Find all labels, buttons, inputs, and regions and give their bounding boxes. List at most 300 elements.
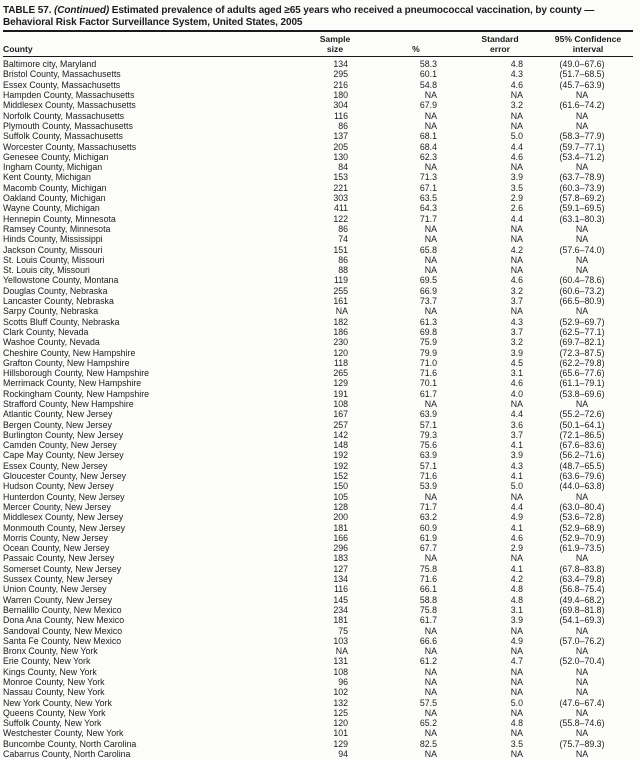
table-row bbox=[3, 450, 633, 460]
standard-error-cell: 3.7 bbox=[510, 326, 523, 337]
percent-cell: 63.9 bbox=[419, 450, 437, 461]
county-cell: Sussex County, New Jersey bbox=[3, 574, 113, 585]
standard-error-cell: 2.9 bbox=[510, 543, 523, 554]
confidence-interval-cell: (63.6–79.6) bbox=[559, 471, 605, 482]
confidence-interval-cell: NA bbox=[575, 265, 589, 276]
standard-error-cell: 5.0 bbox=[510, 481, 523, 492]
county-cell: Ramsey County, Minnesota bbox=[3, 223, 111, 234]
confidence-interval-cell: (58.3–77.9) bbox=[559, 131, 605, 142]
county-cell: Clark County, Nevada bbox=[3, 326, 89, 337]
county-cell: Santa Fe County, New Mexico bbox=[3, 635, 122, 646]
county-cell: Cheshire County, New Hampshire bbox=[3, 347, 136, 358]
sample-size-cell: 181 bbox=[333, 522, 348, 533]
county-cell: Camden County, New Jersey bbox=[3, 440, 117, 451]
standard-error-cell: 2.9 bbox=[510, 193, 523, 204]
sample-size-cell: 303 bbox=[333, 193, 348, 204]
sample-size-cell: 129 bbox=[333, 378, 348, 389]
standard-error-cell: 3.9 bbox=[510, 450, 523, 461]
table-title-text: Estimated prevalence of adults aged ≥65 years who received a pneumococcal vaccination, by county — bbox=[111, 5, 595, 16]
table-row bbox=[3, 255, 633, 265]
table-row bbox=[3, 348, 633, 358]
table-row bbox=[3, 317, 633, 327]
sample-size-cell: 102 bbox=[333, 687, 348, 698]
standard-error-cell: NA bbox=[510, 265, 523, 276]
sample-size-cell: 180 bbox=[333, 90, 348, 101]
table-row bbox=[3, 461, 633, 471]
county-cell: Hennepin County, Minnesota bbox=[3, 213, 116, 224]
confidence-interval-cell: (66.5–80.9) bbox=[559, 296, 605, 307]
percent-cell: 57.1 bbox=[419, 460, 437, 471]
percent-cell: 62.3 bbox=[419, 151, 437, 162]
column-header-se-line2: error bbox=[489, 43, 511, 54]
standard-error-cell: 4.8 bbox=[510, 584, 523, 595]
table-title-line1 bbox=[3, 5, 633, 17]
sample-size-cell: 304 bbox=[333, 100, 348, 111]
county-cell: Sandoval County, New Mexico bbox=[3, 625, 123, 636]
standard-error-cell: 3.5 bbox=[510, 182, 523, 193]
sample-size-cell: 192 bbox=[333, 460, 348, 471]
table-row bbox=[3, 667, 633, 677]
table-row bbox=[3, 69, 633, 79]
sample-size-cell: 295 bbox=[333, 69, 348, 80]
confidence-interval-cell: NA bbox=[575, 707, 589, 718]
table-row bbox=[3, 595, 633, 605]
percent-cell: NA bbox=[424, 625, 437, 636]
data-table bbox=[3, 32, 633, 759]
percent-cell: 60.9 bbox=[419, 522, 437, 533]
confidence-interval-cell: (60.6–73.2) bbox=[559, 285, 605, 296]
table-row bbox=[3, 626, 633, 636]
sample-size-cell: 166 bbox=[333, 532, 348, 543]
sample-size-cell: 183 bbox=[333, 553, 348, 564]
percent-cell: 75.6 bbox=[419, 440, 437, 451]
percent-cell: 71.3 bbox=[419, 172, 437, 183]
confidence-interval-cell: (60.4–78.6) bbox=[559, 275, 605, 286]
standard-error-cell: 3.1 bbox=[510, 604, 523, 615]
percent-cell: 61.2 bbox=[419, 656, 437, 667]
sample-size-cell: 101 bbox=[333, 728, 348, 739]
standard-error-cell: NA bbox=[510, 707, 523, 718]
sample-size-cell: 234 bbox=[333, 604, 348, 615]
sample-size-cell: 108 bbox=[333, 398, 348, 409]
county-cell: Plymouth County, Massachusetts bbox=[3, 120, 133, 131]
table-row bbox=[3, 749, 633, 759]
county-cell: Ingham County, Michigan bbox=[3, 162, 103, 173]
county-cell: Merrimack County, New Hampshire bbox=[3, 378, 142, 389]
percent-cell: 69.8 bbox=[419, 326, 437, 337]
confidence-interval-cell: NA bbox=[575, 625, 589, 636]
confidence-interval-cell: (45.7–63.9) bbox=[559, 79, 605, 90]
county-cell: Morris County, New Jersey bbox=[3, 532, 108, 543]
confidence-interval-cell: (69.8–81.8) bbox=[559, 604, 605, 615]
confidence-interval-cell: (67.6–83.6) bbox=[559, 440, 605, 451]
sample-size-cell: 120 bbox=[333, 718, 348, 729]
confidence-interval-cell: (61.6–74.2) bbox=[559, 100, 605, 111]
standard-error-cell: 4.2 bbox=[510, 244, 523, 255]
confidence-interval-cell: (72.1–86.5) bbox=[559, 429, 605, 440]
county-cell: Worcester County, Massachusetts bbox=[3, 141, 137, 152]
table-row bbox=[3, 131, 633, 141]
confidence-interval-cell: (62.2–79.8) bbox=[559, 357, 605, 368]
table-row bbox=[3, 90, 633, 100]
table-row bbox=[3, 523, 633, 533]
table-header-row bbox=[3, 32, 633, 57]
standard-error-cell: 4.1 bbox=[510, 471, 523, 482]
standard-error-cell: 4.1 bbox=[510, 563, 523, 574]
percent-cell: 79.3 bbox=[419, 429, 437, 440]
county-cell: Jackson County, Missouri bbox=[3, 244, 103, 255]
standard-error-cell: 4.3 bbox=[510, 460, 523, 471]
county-cell: Sarpy County, Nebraska bbox=[3, 306, 99, 317]
confidence-interval-cell: (52.9–69.7) bbox=[559, 316, 605, 327]
percent-cell: 71.6 bbox=[419, 368, 437, 379]
sample-size-cell: NA bbox=[335, 306, 348, 317]
county-cell: Bristol County, Massachusetts bbox=[3, 69, 121, 80]
percent-cell: 63.2 bbox=[419, 512, 437, 523]
sample-size-cell: 130 bbox=[333, 151, 348, 162]
table-row bbox=[3, 327, 633, 337]
county-cell: Queens County, New York bbox=[3, 707, 106, 718]
percent-cell: NA bbox=[424, 162, 437, 173]
standard-error-cell: NA bbox=[510, 491, 523, 502]
table-row bbox=[3, 636, 633, 646]
standard-error-cell: 3.2 bbox=[510, 285, 523, 296]
table-row bbox=[3, 677, 633, 687]
standard-error-cell: 4.8 bbox=[510, 594, 523, 605]
county-cell: Kings County, New York bbox=[3, 666, 97, 677]
confidence-interval-cell: (59.7–77.1) bbox=[559, 141, 605, 152]
table-title-continued: (Continued) bbox=[54, 5, 110, 16]
county-cell: Bergen County, New Jersey bbox=[3, 419, 112, 430]
sample-size-cell: 125 bbox=[333, 707, 348, 718]
sample-size-cell: 161 bbox=[333, 296, 348, 307]
percent-cell: NA bbox=[424, 491, 437, 502]
percent-cell: 68.4 bbox=[419, 141, 437, 152]
standard-error-cell: 4.4 bbox=[510, 501, 523, 512]
county-cell: Washoe County, Nevada bbox=[3, 337, 100, 348]
sample-size-cell: 411 bbox=[333, 203, 348, 214]
table-row bbox=[3, 57, 633, 70]
column-header-standard-error bbox=[457, 32, 543, 57]
sample-size-cell: 257 bbox=[333, 419, 348, 430]
sample-size-cell: 167 bbox=[333, 409, 348, 420]
column-header-county bbox=[3, 32, 295, 57]
percent-cell: NA bbox=[424, 728, 437, 739]
standard-error-cell: 3.9 bbox=[510, 172, 523, 183]
standard-error-cell: 4.8 bbox=[510, 718, 523, 729]
confidence-interval-cell: NA bbox=[575, 110, 589, 121]
table-row bbox=[3, 605, 633, 615]
standard-error-cell: NA bbox=[510, 120, 523, 131]
sample-size-cell: 182 bbox=[333, 316, 348, 327]
standard-error-cell: 4.6 bbox=[510, 532, 523, 543]
standard-error-cell: NA bbox=[510, 234, 523, 245]
table-row bbox=[3, 553, 633, 563]
table-row bbox=[3, 399, 633, 409]
county-cell: Wayne County, Michigan bbox=[3, 203, 100, 214]
standard-error-cell: 3.9 bbox=[510, 615, 523, 626]
standard-error-cell: 4.4 bbox=[510, 213, 523, 224]
sample-size-cell: 74 bbox=[338, 234, 348, 245]
table-title-number: TABLE 57. bbox=[3, 5, 52, 16]
confidence-interval-cell: NA bbox=[575, 120, 589, 131]
table-row bbox=[3, 698, 633, 708]
confidence-interval-cell: NA bbox=[575, 687, 589, 698]
county-cell: Yellowstone County, Montana bbox=[3, 275, 119, 286]
sample-size-cell: 129 bbox=[333, 738, 348, 749]
table-title-line2: Behavioral Risk Factor Surveillance System, United States, 2005 bbox=[3, 16, 303, 28]
table-row bbox=[3, 142, 633, 152]
table-row bbox=[3, 358, 633, 368]
standard-error-cell: 4.9 bbox=[510, 635, 523, 646]
standard-error-cell: 4.1 bbox=[510, 440, 523, 451]
percent-cell: NA bbox=[424, 677, 437, 687]
table-row bbox=[3, 306, 633, 316]
table-title bbox=[3, 5, 633, 28]
percent-cell: 61.9 bbox=[419, 532, 437, 543]
table-row bbox=[3, 234, 633, 244]
table-row bbox=[3, 296, 633, 306]
standard-error-cell: 4.5 bbox=[510, 357, 523, 368]
percent-cell: 61.7 bbox=[419, 615, 437, 626]
county-cell: Suffolk County, New York bbox=[3, 718, 102, 729]
county-cell: Baltimore city, Maryland bbox=[3, 59, 97, 70]
standard-error-cell: NA bbox=[510, 306, 523, 317]
table-row bbox=[3, 739, 633, 749]
table-row bbox=[3, 564, 633, 574]
percent-cell: 70.1 bbox=[419, 378, 437, 389]
standard-error-cell: NA bbox=[510, 90, 523, 101]
percent-cell: 57.1 bbox=[419, 419, 437, 430]
confidence-interval-cell: (53.6–72.8) bbox=[559, 512, 605, 523]
percent-cell: 60.1 bbox=[419, 69, 437, 80]
percent-cell: 75.9 bbox=[419, 337, 437, 348]
sample-size-cell: 221 bbox=[333, 182, 348, 193]
standard-error-cell: 4.9 bbox=[510, 512, 523, 523]
standard-error-cell: NA bbox=[510, 110, 523, 121]
confidence-interval-cell: NA bbox=[575, 162, 589, 173]
confidence-interval-cell: NA bbox=[575, 306, 589, 317]
sample-size-cell: 86 bbox=[338, 254, 348, 265]
standard-error-cell: 4.3 bbox=[510, 316, 523, 327]
county-cell: Gloucester County, New Jersey bbox=[3, 471, 127, 482]
percent-cell: 65.8 bbox=[419, 244, 437, 255]
column-header-percent-label: % bbox=[412, 43, 420, 54]
county-cell: Dona Ana County, New Mexico bbox=[3, 615, 125, 626]
table-row bbox=[3, 409, 633, 419]
percent-cell: NA bbox=[424, 254, 437, 265]
column-header-ci-line2: interval bbox=[572, 43, 604, 54]
confidence-interval-cell: NA bbox=[575, 254, 589, 265]
table-row bbox=[3, 193, 633, 203]
table-row bbox=[3, 656, 633, 666]
table-row bbox=[3, 440, 633, 450]
sample-size-cell: 127 bbox=[333, 563, 348, 574]
percent-cell: NA bbox=[424, 646, 437, 657]
county-cell: Hudson County, New Jersey bbox=[3, 481, 114, 492]
table-row bbox=[3, 687, 633, 697]
sample-size-cell: 151 bbox=[333, 244, 348, 255]
county-cell: St. Louis County, Missouri bbox=[3, 254, 105, 265]
county-cell: Burlington County, New Jersey bbox=[3, 429, 124, 440]
percent-cell: 71.7 bbox=[419, 501, 437, 512]
confidence-interval-cell: (67.8–83.8) bbox=[559, 563, 605, 574]
standard-error-cell: 4.6 bbox=[510, 151, 523, 162]
table-row bbox=[3, 286, 633, 296]
percent-cell: 71.7 bbox=[419, 213, 437, 224]
county-cell: Grafton County, New Hampshire bbox=[3, 357, 130, 368]
table-row bbox=[3, 502, 633, 512]
percent-cell: NA bbox=[424, 707, 437, 718]
sample-size-cell: 192 bbox=[333, 450, 348, 461]
county-cell: Genesee County, Michigan bbox=[3, 151, 109, 162]
confidence-interval-cell: (61.1–79.1) bbox=[559, 378, 605, 389]
confidence-interval-cell: (53.8–69.6) bbox=[559, 388, 605, 399]
confidence-interval-cell: (57.6–74.0) bbox=[559, 244, 605, 255]
standard-error-cell: 4.6 bbox=[510, 275, 523, 286]
confidence-interval-cell: (60.3–73.9) bbox=[559, 182, 605, 193]
confidence-interval-cell: (59.1–69.5) bbox=[559, 203, 605, 214]
percent-cell: 68.1 bbox=[419, 131, 437, 142]
confidence-interval-cell: NA bbox=[575, 728, 589, 739]
confidence-interval-cell: (49.4–68.2) bbox=[559, 594, 605, 605]
sample-size-cell: 200 bbox=[333, 512, 348, 523]
percent-cell: NA bbox=[424, 234, 437, 245]
percent-cell: 79.9 bbox=[419, 347, 437, 358]
table-row bbox=[3, 420, 633, 430]
confidence-interval-cell: NA bbox=[575, 223, 589, 234]
column-header-sample-line1: Sample bbox=[319, 34, 351, 44]
sample-size-cell: 75 bbox=[338, 625, 348, 636]
confidence-interval-cell: (62.5–77.1) bbox=[559, 326, 605, 337]
sample-size-cell: 103 bbox=[333, 635, 348, 646]
percent-cell: 67.1 bbox=[419, 182, 437, 193]
standard-error-cell: 3.1 bbox=[510, 368, 523, 379]
table-row bbox=[3, 203, 633, 213]
sample-size-cell: 255 bbox=[333, 285, 348, 296]
confidence-interval-cell: (49.0–67.6) bbox=[559, 59, 605, 70]
percent-cell: 66.9 bbox=[419, 285, 437, 296]
percent-cell: NA bbox=[424, 687, 437, 698]
confidence-interval-cell: (57.0–76.2) bbox=[559, 635, 605, 646]
sample-size-cell: 120 bbox=[333, 347, 348, 358]
county-cell: Hampden County, Massachusetts bbox=[3, 90, 135, 101]
confidence-interval-cell: (69.7–82.1) bbox=[559, 337, 605, 348]
percent-cell: 61.7 bbox=[419, 388, 437, 399]
confidence-interval-cell: NA bbox=[575, 677, 589, 687]
sample-size-cell: 108 bbox=[333, 666, 348, 677]
standard-error-cell: NA bbox=[510, 553, 523, 564]
table-row bbox=[3, 245, 633, 255]
table-row bbox=[3, 492, 633, 502]
county-cell: Middlesex County, New Jersey bbox=[3, 512, 124, 523]
percent-cell: NA bbox=[424, 120, 437, 131]
county-cell: Cabarrus County, North Carolina bbox=[3, 749, 131, 759]
standard-error-cell: 5.0 bbox=[510, 131, 523, 142]
standard-error-cell: NA bbox=[510, 749, 523, 759]
percent-cell: NA bbox=[424, 265, 437, 276]
confidence-interval-cell: (52.9–68.9) bbox=[559, 522, 605, 533]
county-cell: Strafford County, New Hampshire bbox=[3, 398, 134, 409]
column-header-sample-size bbox=[295, 32, 375, 57]
table-row bbox=[3, 214, 633, 224]
percent-cell: NA bbox=[424, 90, 437, 101]
county-cell: New York County, New York bbox=[3, 697, 112, 708]
confidence-interval-cell: NA bbox=[575, 398, 589, 409]
standard-error-cell: NA bbox=[510, 223, 523, 234]
percent-cell: 73.7 bbox=[419, 296, 437, 307]
confidence-interval-cell: NA bbox=[575, 234, 589, 245]
standard-error-cell: NA bbox=[510, 162, 523, 173]
sample-size-cell: 84 bbox=[338, 162, 348, 173]
confidence-interval-cell: (63.7–78.9) bbox=[559, 172, 605, 183]
sample-size-cell: 296 bbox=[333, 543, 348, 554]
percent-cell: 61.3 bbox=[419, 316, 437, 327]
confidence-interval-cell: NA bbox=[575, 491, 589, 502]
sample-size-cell: 128 bbox=[333, 501, 348, 512]
sample-size-cell: 150 bbox=[333, 481, 348, 492]
sample-size-cell: 88 bbox=[338, 265, 348, 276]
county-cell: Passaic County, New Jersey bbox=[3, 553, 115, 564]
sample-size-cell: 145 bbox=[333, 594, 348, 605]
percent-cell: 71.6 bbox=[419, 574, 437, 585]
standard-error-cell: NA bbox=[510, 646, 523, 657]
table-row bbox=[3, 265, 633, 275]
percent-cell: 65.2 bbox=[419, 718, 437, 729]
table-row bbox=[3, 378, 633, 388]
column-header-county-label: County bbox=[3, 43, 33, 54]
standard-error-cell: 5.0 bbox=[510, 697, 523, 708]
percent-cell: NA bbox=[424, 223, 437, 234]
standard-error-cell: 3.7 bbox=[510, 429, 523, 440]
confidence-interval-cell: NA bbox=[575, 749, 589, 759]
confidence-interval-cell: (54.1–69.3) bbox=[559, 615, 605, 626]
percent-cell: 75.8 bbox=[419, 563, 437, 574]
percent-cell: 63.5 bbox=[419, 193, 437, 204]
confidence-interval-cell: NA bbox=[575, 90, 589, 101]
sample-size-cell: 137 bbox=[333, 131, 348, 142]
standard-error-cell: 3.9 bbox=[510, 347, 523, 358]
percent-cell: 58.3 bbox=[419, 59, 437, 70]
sample-size-cell: 94 bbox=[338, 749, 348, 759]
county-cell: Mercer County, New Jersey bbox=[3, 501, 111, 512]
county-cell: Buncombe County, North Carolina bbox=[3, 738, 137, 749]
sample-size-cell: 116 bbox=[333, 584, 348, 595]
sample-size-cell: 153 bbox=[333, 172, 348, 183]
confidence-interval-cell: (51.7–68.5) bbox=[559, 69, 605, 80]
standard-error-cell: 4.2 bbox=[510, 574, 523, 585]
sample-size-cell: 230 bbox=[333, 337, 348, 348]
county-cell: Erie County, New York bbox=[3, 656, 91, 667]
county-cell: Somerset County, New Jersey bbox=[3, 563, 122, 574]
confidence-interval-cell: (52.0–70.4) bbox=[559, 656, 605, 667]
county-cell: Westchester County, New York bbox=[3, 728, 124, 739]
standard-error-cell: 3.6 bbox=[510, 419, 523, 430]
table-row bbox=[3, 481, 633, 491]
standard-error-cell: 4.1 bbox=[510, 522, 523, 533]
confidence-interval-cell: (56.2–71.6) bbox=[559, 450, 605, 461]
sample-size-cell: 96 bbox=[338, 677, 348, 687]
confidence-interval-cell: (56.8–75.4) bbox=[559, 584, 605, 595]
percent-cell: 82.5 bbox=[419, 738, 437, 749]
confidence-interval-cell: (52.9–70.9) bbox=[559, 532, 605, 543]
table-row bbox=[3, 533, 633, 543]
standard-error-cell: 3.7 bbox=[510, 296, 523, 307]
table-row bbox=[3, 100, 633, 110]
confidence-interval-cell: NA bbox=[575, 666, 589, 677]
standard-error-cell: NA bbox=[510, 687, 523, 698]
standard-error-cell: 3.5 bbox=[510, 738, 523, 749]
